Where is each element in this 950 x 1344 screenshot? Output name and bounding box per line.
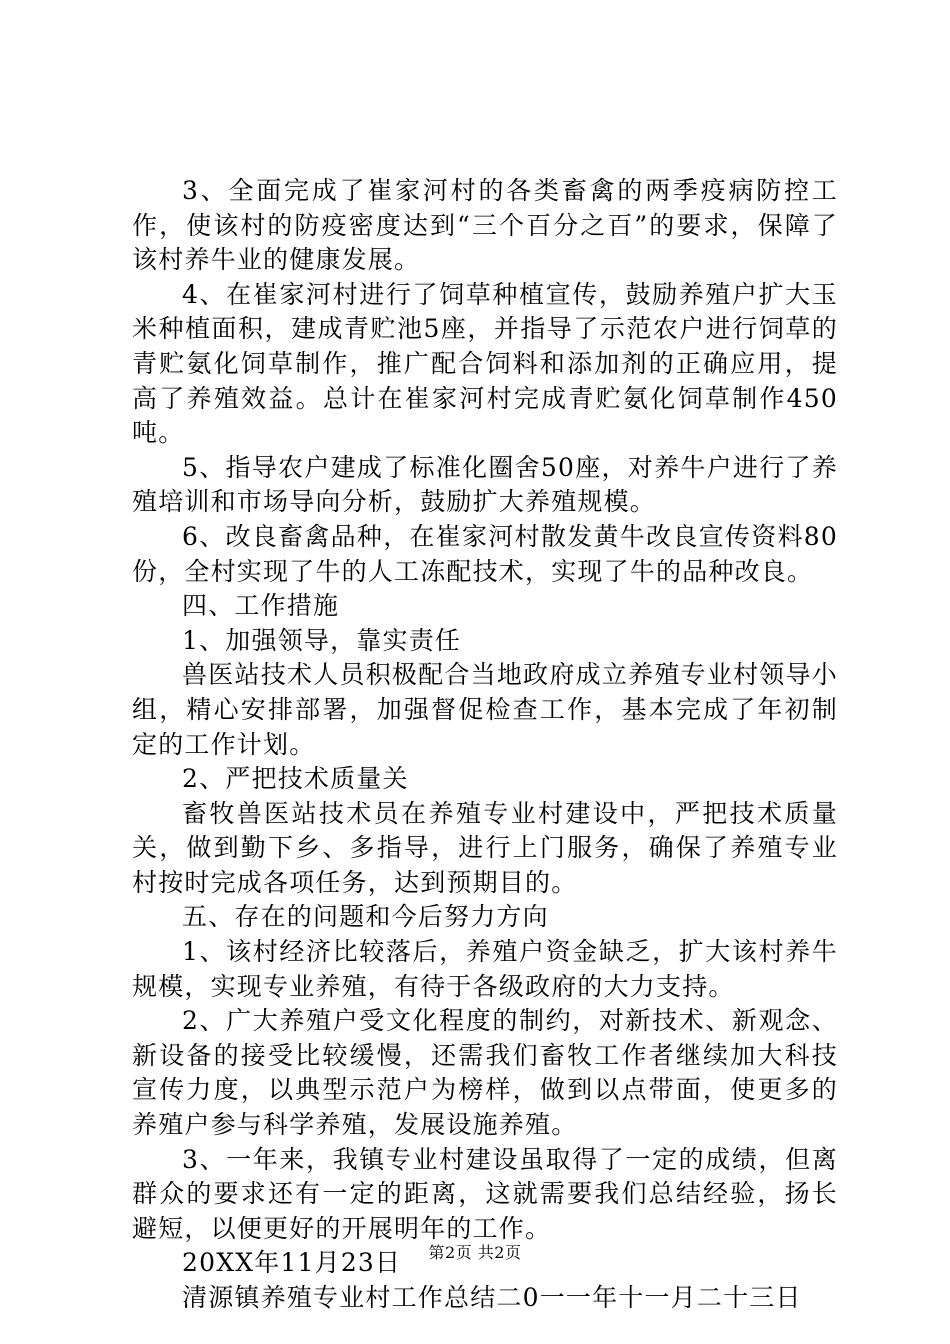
paragraph-quality: 畜牧兽医站技术员在养殖专业村建设中，严把技术质量关，做到勤下乡、多指导，进行上门服务，确保了养殖专业村按时完成各项任务，达到预期目的。 (132, 798, 838, 897)
document-body (132, 174, 838, 1316)
paragraph-problem-gap: 3、一年来，我镇专业村建设虽取得了一定的成绩，但离群众的要求还有一定的距离，这就需要我们总结经验，扬长避短，以便更好的开展明年的工作。 (132, 1144, 838, 1243)
document-closing-title: 清源镇养殖专业村工作总结二0一一年十一月二十三日 (182, 1283, 802, 1312)
section-heading-measures: 四、工作措施 (182, 591, 340, 621)
paragraph-standard-barns: 5、指导农户建成了标准化圈舍50座，对养牛户进行了养殖培训和市场导向分析，鼓励扩大养殖规模。 (132, 452, 838, 517)
subheading-quality: 2、严把技术质量关 (182, 764, 409, 794)
section-heading-problems: 五、存在的问题和今后努力方向 (182, 902, 549, 932)
document-date: 20XX年11月23日 (182, 1248, 402, 1278)
page-number-footer: 第2页 共2页 (428, 1243, 522, 1262)
subheading-leadership: 1、加强领导，靠实责任 (182, 625, 462, 655)
paragraph-forage-planting: 4、在崔家河村进行了饲草种植宣传，鼓励养殖户扩大玉米种植面积，建成青贮池5座，并指导了示范农户进行饲草的青贮氨化饲草制作，推广配合饲料和添加剂的正确应用，提高了养殖效益。总计在崔家河村完成青贮氨化饲草制作450吨。 (132, 279, 838, 448)
paragraph-problem-education: 2、广大养殖户受文化程度的制约，对新技术、新观念、新设备的接受比较缓慢，还需我们畜牧工作者继续加大科技宣传力度，以典型示范户为榜样，做到以点带面，使更多的养殖户参与科学养殖，发展设施养殖。 (132, 1006, 838, 1140)
paragraph-epidemic-control: 3、全面完成了崔家河村的各类畜禽的两季疫病防控工作，使该村的防疫密度达到“三个百分之百”的要求，保障了该村养牛业的健康发展。 (132, 176, 838, 275)
paragraph-leadership: 兽医站技术人员积极配合当地政府成立养殖专业村领导小组，精心安排部署，加强督促检查工作，基本完成了年初制定的工作计划。 (132, 660, 838, 759)
paragraph-problem-funding: 1、该村经济比较落后，养殖户资金缺乏，扩大该村养牛规模，实现专业养殖，有待于各级政府的大力支持。 (132, 937, 838, 1001)
paragraph-breed-improvement: 6、改良畜禽品种，在崔家河村散发黄牛改良宣传资料80份，全村实现了牛的人工冻配技术，实现了牛的品种改良。 (132, 521, 838, 586)
